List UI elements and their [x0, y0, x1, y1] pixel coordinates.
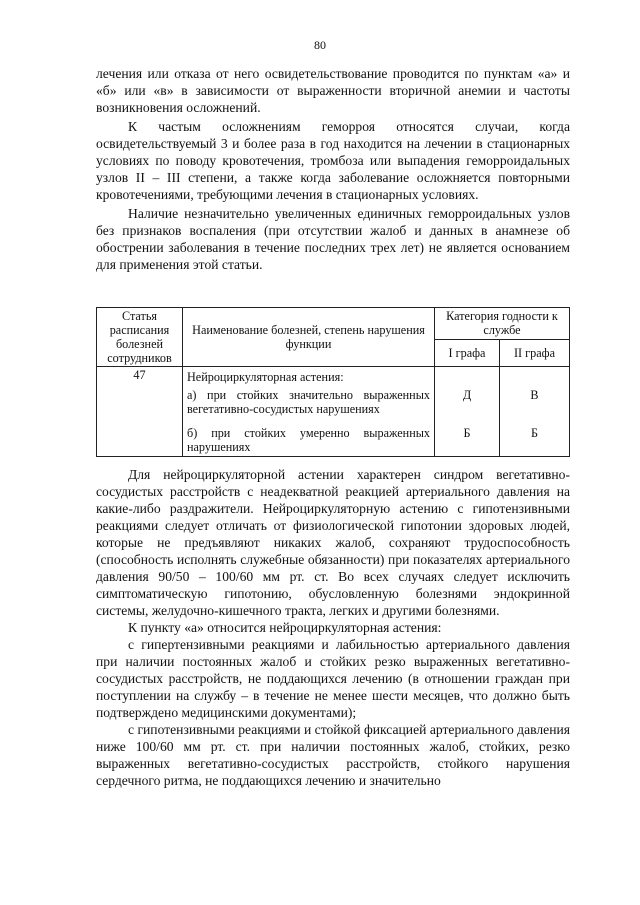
- paragraph: с гипотензивными реакциями и стойкой фиксацией артериального давления ниже 100/60 мм рт. ст. при наличии постоянных жалоб, стойких, резко выраженных вегетативно-сосудистых расстройств, стойкого нарушения сердечного ритма, не поддающихся лечению и значительно: [96, 722, 570, 788]
- bottom-text: [96, 466, 570, 789]
- item-a-col2: В: [530, 388, 539, 402]
- disease-description: [183, 367, 435, 457]
- disease-title: Нейроциркуляторная астения:: [187, 370, 344, 384]
- item-b-col2: Б: [531, 426, 538, 440]
- table-header-row: [97, 308, 570, 340]
- header-column-2: II графа: [500, 339, 570, 366]
- column-1-values: [435, 367, 500, 457]
- paragraph: Для нейроциркуляторной астении характерен синдром вегетативно-сосудистых расстройств с неадекватной реакцией артериального давления на какие-либо раздражители. Нейроциркуляторную астению с гипотензивными реакциями следует отличать от физиологической гипотонии здоровых людей, которые не предъявляют никаких жалоб, сохраняют трудоспособность (способность исполнять служебные обязанности) при показателях артериального давления 90/50 – 100/60 мм рт. ст. Во всех случаях следует исключить симптоматическую гипотонию, обусловленную болезнями эндокринной системы, желудочно-кишечного тракта, легких и другими болезнями.: [96, 467, 570, 618]
- header-article: Статья расписания болезней сотрудников: [97, 308, 183, 367]
- item-b-col1: Б: [463, 426, 471, 440]
- paragraph: Наличие незначительно увеличенных единичных геморроидальных узлов без признаков воспаления (при отсутствии жалоб и данных в анамнезе об обострении заболевания в течение последних трех лет) не является основанием для применения этой статьи.: [96, 206, 570, 272]
- page-number: 80: [314, 38, 326, 52]
- fitness-table: [96, 307, 570, 457]
- header-category: Категория годности к службе: [435, 308, 570, 340]
- paragraph: К частым осложнениям геморроя относятся случаи, когда освидетельствуемый 3 и более раза в год находится на лечении в стационарных условиях по поводу кровотечения, тромбоза или выпадения геморроидальных узлов II – III степени, а также когда заболевание осложняется повторными кровотечениями, требующими лечения в стационарных условиях.: [96, 119, 570, 202]
- paragraph: лечения или отказа от него освидетельствование проводится по пунктам «а» и «б» или «в» в зависимости от выраженности вторичной анемии и частоты возникновения осложнений.: [96, 66, 570, 115]
- column-2-values: [500, 367, 570, 457]
- paragraph: с гипертензивными реакциями и лабильностью артериального давления при наличии постоянных жалоб и стойких резко выраженных вегетативно-сосудистых расстройств, не поддающихся лечению (в отношении граждан при поступлении на службу – в течение не менее шести месяцев, что должно быть подтверждено медицинскими документами);: [96, 637, 570, 720]
- header-column-1: I графа: [435, 339, 500, 366]
- table-row: [97, 367, 570, 457]
- paragraph: К пункту «а» относится нейроциркуляторная астения:: [128, 620, 442, 635]
- item-a-col1: Д: [462, 388, 472, 402]
- article-number: 47: [97, 367, 183, 457]
- header-disease-name: Наименование болезней, степень нарушения функции: [183, 308, 435, 367]
- item-b-text: б) при стойких умеренно выраженных нарушениях: [187, 426, 430, 454]
- top-text: [96, 65, 570, 273]
- item-a-text: а) при стойких значительно выраженных вегетативно-сосудистых нарушениях: [187, 388, 430, 416]
